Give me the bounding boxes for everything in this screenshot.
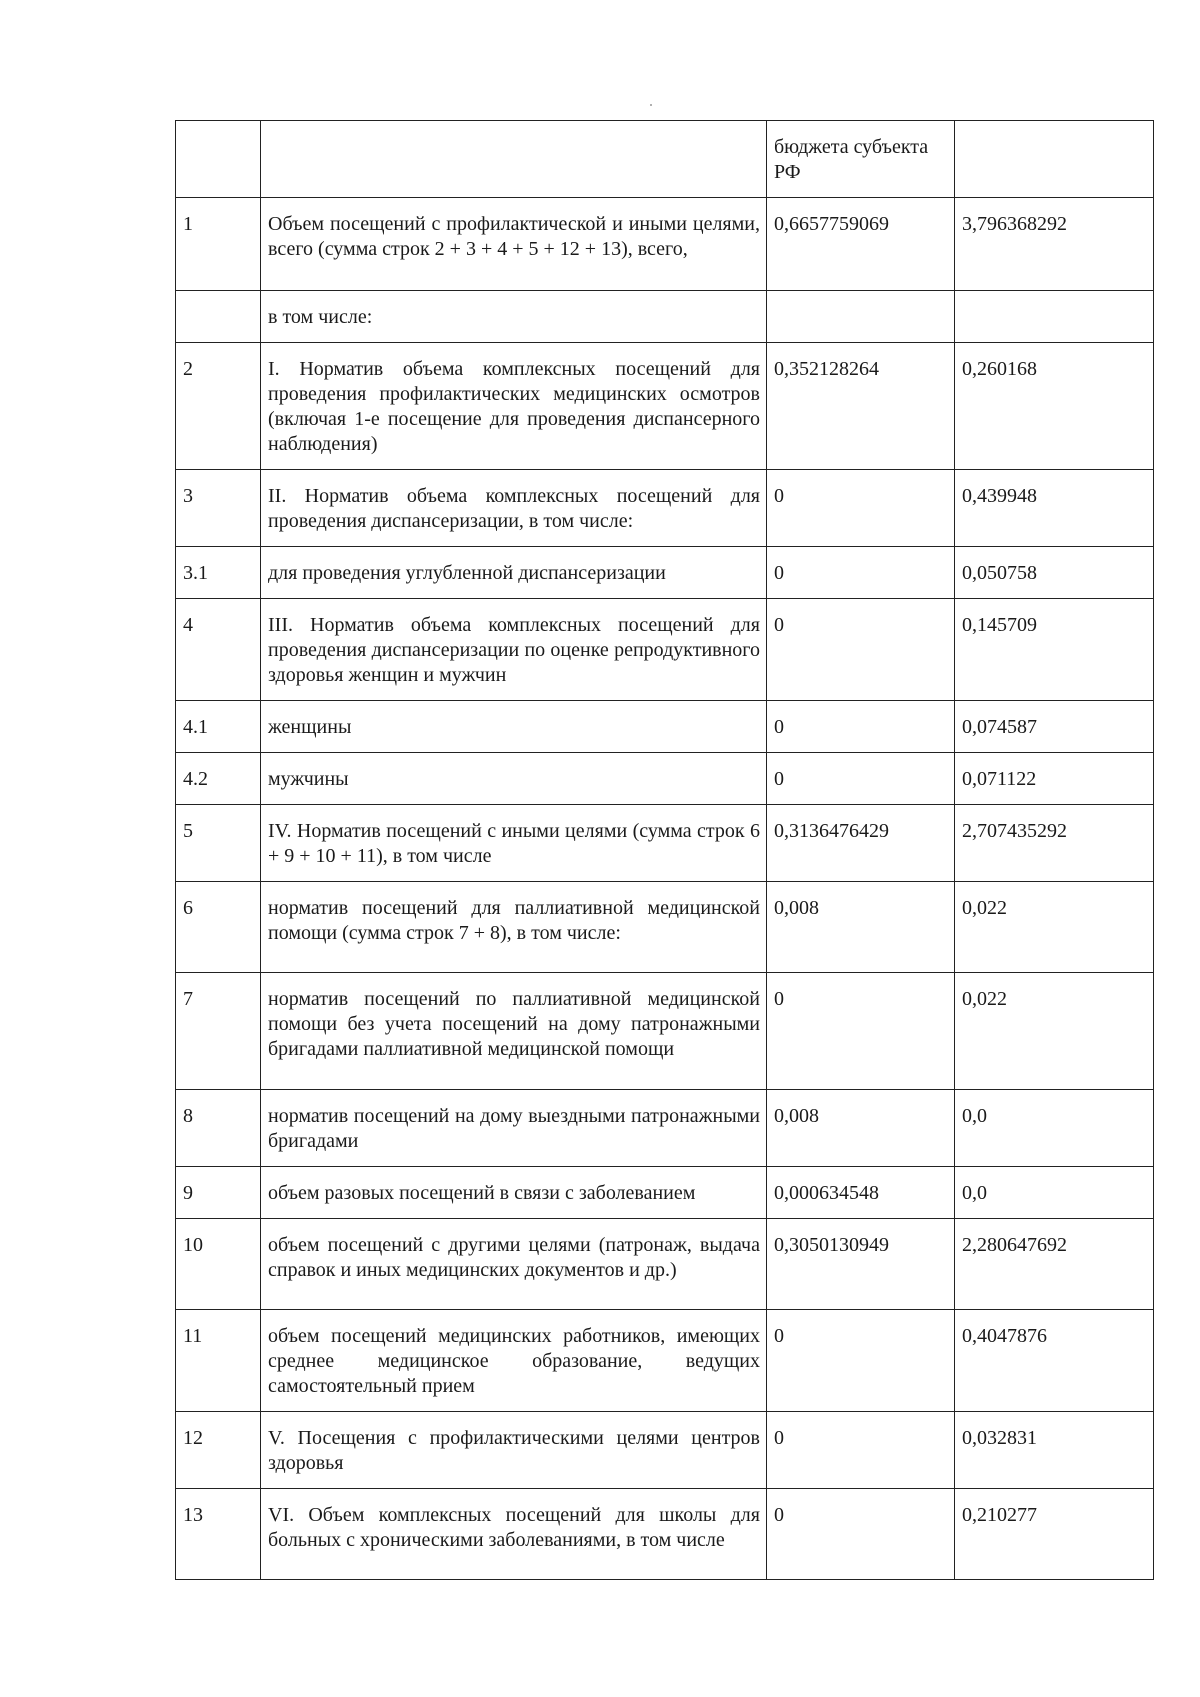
- row-number-cell: 7: [176, 973, 261, 1090]
- table-row: [176, 470, 1154, 547]
- volume-norms-table: [175, 120, 1154, 1580]
- row-number-cell: 3.1: [176, 547, 261, 599]
- row-number-cell: 11: [176, 1310, 261, 1412]
- other-value-cell: 0,022: [955, 973, 1154, 1090]
- table-row: [176, 1412, 1154, 1489]
- row-number-cell: 4: [176, 599, 261, 701]
- row-number-cell: 5: [176, 805, 261, 882]
- indicator-name-cell: VI. Объем комплексных посещений для школы для больных с хроническими заболеваниями, в том числе: [261, 1489, 767, 1580]
- table-row: [176, 1219, 1154, 1310]
- table-header-row: [176, 121, 1154, 198]
- row-number-cell: 4.1: [176, 701, 261, 753]
- other-value-cell: 0,0: [955, 1090, 1154, 1167]
- budget-value-cell: 0,008: [767, 882, 955, 973]
- table-row: [176, 1489, 1154, 1580]
- budget-value-cell: 0: [767, 470, 955, 547]
- budget-value-cell: 0: [767, 701, 955, 753]
- table-row: [176, 198, 1154, 291]
- table-row: [176, 753, 1154, 805]
- budget-value-cell: 0,3136476429: [767, 805, 955, 882]
- other-value-cell: 0,022: [955, 882, 1154, 973]
- indicator-name-cell: норматив посещений на дому выездными патронажными бригадами: [261, 1090, 767, 1167]
- indicator-name-cell: объем посещений медицинских работников, имеющих среднее медицинское образование, ведущих самостоятельный прием: [261, 1310, 767, 1412]
- other-value-cell: 0,050758: [955, 547, 1154, 599]
- budget-value-cell: 0,3050130949: [767, 1219, 955, 1310]
- indicator-name-cell: женщины: [261, 701, 767, 753]
- row-number-cell: 3: [176, 470, 261, 547]
- header-other-cell: [955, 121, 1154, 198]
- table-row: [176, 701, 1154, 753]
- other-value-cell: 0,074587: [955, 701, 1154, 753]
- budget-value-cell: 0: [767, 599, 955, 701]
- other-value-cell: [955, 291, 1154, 343]
- indicator-name-cell: объем посещений с другими целями (патронаж, выдача справок и иных медицинских документов и др.): [261, 1219, 767, 1310]
- budget-value-cell: 0: [767, 1310, 955, 1412]
- budget-value-cell: 0,008: [767, 1090, 955, 1167]
- table-row: [176, 343, 1154, 470]
- table-row: [176, 547, 1154, 599]
- row-number-cell: 1: [176, 198, 261, 291]
- indicator-name-cell: объем разовых посещений в связи с заболеванием: [261, 1167, 767, 1219]
- indicator-name-cell: V. Посещения с профилактическими целями центров здоровья: [261, 1412, 767, 1489]
- other-value-cell: 0,071122: [955, 753, 1154, 805]
- row-number-cell: 6: [176, 882, 261, 973]
- budget-value-cell: 0: [767, 753, 955, 805]
- budget-value-cell: 0: [767, 547, 955, 599]
- table-row: [176, 973, 1154, 1090]
- other-value-cell: 0,439948: [955, 470, 1154, 547]
- budget-value-cell: [767, 291, 955, 343]
- indicator-name-cell: Объем посещений с профилактической и иными целями, всего (сумма строк 2 + 3 + 4 + 5 + 12 + 13), всего,: [261, 198, 767, 291]
- indicator-name-cell: III. Норматив объема комплексных посещений для проведения диспансеризации по оценке репродуктивного здоровья женщин и мужчин: [261, 599, 767, 701]
- budget-value-cell: 0,000634548: [767, 1167, 955, 1219]
- table-row: [176, 805, 1154, 882]
- other-value-cell: 0,260168: [955, 343, 1154, 470]
- indicator-name-cell: II. Норматив объема комплексных посещений для проведения диспансеризации, в том числе:: [261, 470, 767, 547]
- row-number-cell: 12: [176, 1412, 261, 1489]
- other-value-cell: 2,707435292: [955, 805, 1154, 882]
- table-row: [176, 1167, 1154, 1219]
- other-value-cell: 2,280647692: [955, 1219, 1154, 1310]
- table-row: [176, 599, 1154, 701]
- budget-value-cell: 0: [767, 1489, 955, 1580]
- row-number-cell: 9: [176, 1167, 261, 1219]
- row-number-cell: 4.2: [176, 753, 261, 805]
- indicator-name-cell: I. Норматив объема комплексных посещений для проведения профилактических медицинских осмотров (включая 1-е посещение для проведения диспансерного наблюдения): [261, 343, 767, 470]
- other-value-cell: 0,032831: [955, 1412, 1154, 1489]
- indicator-name-cell: для проведения углубленной диспансеризации: [261, 547, 767, 599]
- indicator-name-cell: норматив посещений по паллиативной медицинской помощи без учета посещений на дому патронажными бригадами паллиативной медицинской помощи: [261, 973, 767, 1090]
- other-value-cell: 0,0: [955, 1167, 1154, 1219]
- indicator-name-cell: в том числе:: [261, 291, 767, 343]
- indicator-name-cell: мужчины: [261, 753, 767, 805]
- header-num-cell: [176, 121, 261, 198]
- indicator-name-cell: норматив посещений для паллиативной медицинской помощи (сумма строк 7 + 8), в том числе:: [261, 882, 767, 973]
- other-value-cell: 0,210277: [955, 1489, 1154, 1580]
- row-number-cell: [176, 291, 261, 343]
- budget-value-cell: 0: [767, 1412, 955, 1489]
- other-value-cell: 0,145709: [955, 599, 1154, 701]
- row-number-cell: 8: [176, 1090, 261, 1167]
- other-value-cell: 0,4047876: [955, 1310, 1154, 1412]
- other-value-cell: 3,796368292: [955, 198, 1154, 291]
- scan-speck: [650, 104, 652, 106]
- table-row: [176, 1090, 1154, 1167]
- table-row: [176, 1310, 1154, 1412]
- header-name-cell: [261, 121, 767, 198]
- row-number-cell: 13: [176, 1489, 261, 1580]
- row-number-cell: 2: [176, 343, 261, 470]
- table-row: [176, 882, 1154, 973]
- table-row: [176, 291, 1154, 343]
- budget-value-cell: 0: [767, 973, 955, 1090]
- header-budget-cell: бюджета субъекта РФ: [767, 121, 955, 198]
- row-number-cell: 10: [176, 1219, 261, 1310]
- budget-value-cell: 0,6657759069: [767, 198, 955, 291]
- budget-value-cell: 0,352128264: [767, 343, 955, 470]
- indicator-name-cell: IV. Норматив посещений с иными целями (сумма строк 6 + 9 + 10 + 11), в том числе: [261, 805, 767, 882]
